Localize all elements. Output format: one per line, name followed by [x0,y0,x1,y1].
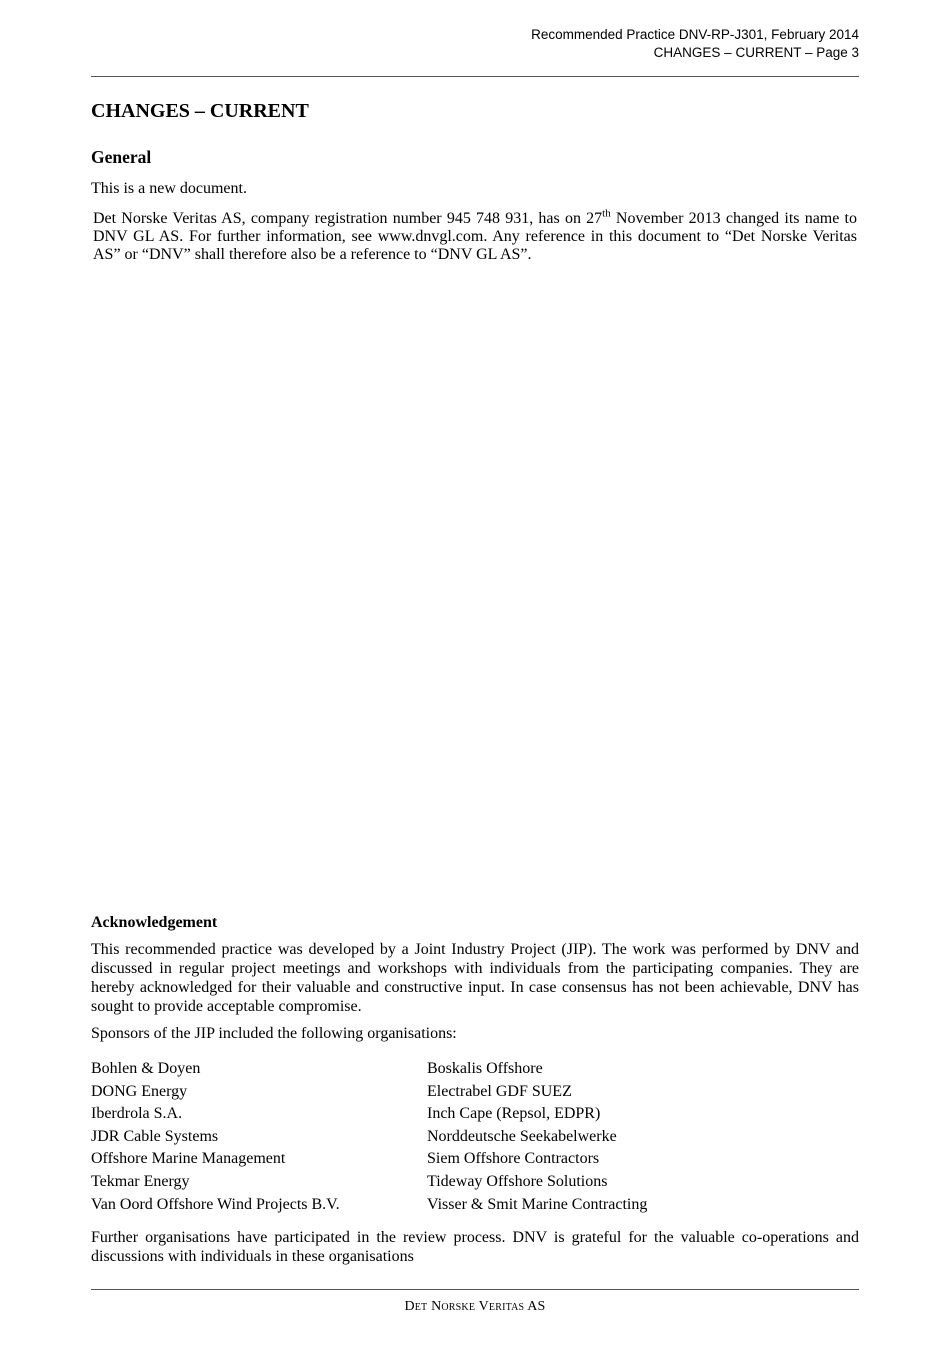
acknowledgement-paragraph: This recommended practice was developed by a Joint Industry Project (JIP). The work was performed by DNV and discussed in regular project meetings and workshops with individuals from the participating companies. They are hereby acknowledged for their valuable and constructive input. In case consensus has not been achievable, DNV has sought to provide acceptable compromise. [91,941,859,1015]
sponsor-name: Boskalis Offshore [427,1060,543,1077]
footer-company-name: Det Norske Veritas AS [404,1299,546,1314]
notice-text-end: November 2013 changed its name to DNV GL AS. For further information, see www.dnvgl.com. Any reference in this document to “Det Norske Veritas AS” or “DNV” shall therefore also be a reference to “DNV GL AS”. [93,210,857,263]
sponsor-name: Bohlen & Doyen [91,1060,201,1077]
sponsors-intro: Sponsors of the JIP included the following organisations: [91,1025,457,1042]
sponsor-name: Offshore Marine Management [91,1150,286,1168]
running-header [91,26,859,62]
sponsor-name: JDR Cable Systems [91,1127,219,1145]
sponsor-name: Iberdrola S.A. [91,1105,183,1123]
sponsor-name: Visser & Smit Marine Contracting [427,1195,648,1213]
header-page-info: CHANGES – CURRENT – Page 3 [653,45,859,60]
sponsor-name: Inch Cape (Repsol, EDPR) [427,1105,601,1123]
further-organisations-paragraph: Further organisations have participated in the review process. DNV is grateful for the valuable co-operations and discussions with individuals in these organisations [91,1229,859,1265]
new-document-note: This is a new document. [91,180,247,197]
sponsor-name: Siem Offshore Contractors [427,1150,600,1168]
name-change-notice [93,207,857,264]
header-document-id: Recommended Practice DNV-RP-J301, February 2014 [531,27,859,42]
sponsor-name: Tekmar Energy [91,1172,190,1190]
sponsor-name: Tideway Offshore Solutions [427,1172,608,1190]
sponsor-name: Norddeutsche Seekabelwerke [427,1127,617,1145]
section-heading-acknowledgement: Acknowledgement [91,914,218,931]
sponsor-name: DONG Energy [91,1082,188,1100]
notice-text-start: Det Norske Veritas AS, company registration number 945 748 931, has on 27 [93,210,603,227]
sponsor-name: Van Oord Offshore Wind Projects B.V. [91,1195,340,1213]
notice-ordinal-suffix: th [602,207,611,220]
running-footer [91,1299,859,1315]
header-divider [91,76,859,77]
sponsor-name: Electrabel GDF SUEZ [427,1082,572,1100]
sponsor-list [91,1058,859,1216]
page-title: CHANGES – CURRENT [91,100,309,122]
footer-divider [91,1289,859,1290]
section-heading-general: General [91,147,152,167]
